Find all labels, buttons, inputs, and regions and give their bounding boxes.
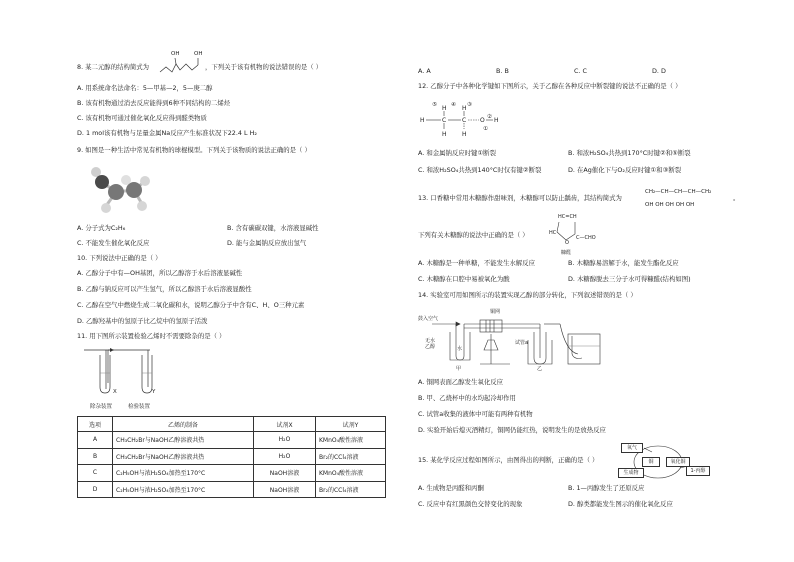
q12-option-b: B. 和浓H₂SO₄共热到170°C时键②和⑤断裂 bbox=[568, 149, 691, 157]
answer-d: D. D bbox=[652, 67, 666, 75]
q9-option-b: B. 含有碳碳双键，水溶液显碱性 bbox=[227, 224, 319, 232]
q15-option-c: C. 反应中有红黑颜色交替变化的现象 bbox=[418, 500, 523, 508]
q10-option-a: A. 乙醇分子中有—OH基团，所以乙醇溶于水后溶液显碱性 bbox=[77, 269, 243, 277]
table-row bbox=[78, 448, 386, 465]
cell-preparation: C₂H₅OH与浓H₂SO₄加热至170°C bbox=[113, 465, 254, 482]
q9-option-d: D. 能与金属钠反应放出氢气 bbox=[227, 239, 307, 247]
svg-text:H: H bbox=[462, 131, 467, 138]
q12-option-a: A. 和金属钠反应时键①断裂 bbox=[418, 149, 496, 157]
svg-text:H: H bbox=[462, 105, 467, 112]
svg-text:C: C bbox=[442, 117, 447, 124]
water-label: 水 bbox=[457, 346, 463, 352]
cell-reagent-x: NaOH溶液 bbox=[254, 481, 316, 498]
q12-stem: 12. 乙醇分子中各种化学键如下图所示，关于乙醇在各种反应中断裂键的说法不正确的是（ ） bbox=[418, 82, 682, 90]
bond-label-2: ② bbox=[487, 114, 492, 120]
product-box: 生成物 bbox=[618, 468, 644, 478]
svg-text:O: O bbox=[480, 117, 485, 124]
xylitol-chain: CH₂—CH—CH—CH—CH₂ bbox=[645, 189, 712, 195]
cell-preparation: C₂H₅OH与浓H₂SO₄加热至170°C bbox=[113, 481, 254, 498]
q10-option-c: C. 乙醇在空气中燃烧生成二氧化碳和水，说明乙醇分子中含有C、H、O三种元素 bbox=[77, 301, 305, 309]
purification-device-label: 除杂装置 bbox=[90, 404, 113, 410]
q11-stem: 11. 用下图所示装置检验乙烯时不需要除杂的是（ ） bbox=[77, 332, 226, 340]
svg-text:H: H bbox=[442, 131, 447, 138]
cell-reagent-y: Br₂的CCl₄溶液 bbox=[316, 448, 386, 465]
bond-label-5: ⑤ bbox=[432, 102, 437, 108]
q9-stem: 9. 如图是一种生活中常见有机物的球棍模型。下列关于该物质的说法正确的是（ ） bbox=[77, 146, 311, 154]
q13-option-d: D. 木糖醇脱去三分子水可得糠醛(结构如图) bbox=[568, 275, 691, 283]
bond-label-1: ① bbox=[483, 126, 488, 132]
furfural-ring-left: HC bbox=[549, 230, 557, 236]
q9-option-c: C. 不能发生催化氧化反应 bbox=[77, 239, 150, 247]
q15-stem: 15. 某化学反应过程如图所示，由图得出的判断，正确的是（ ） bbox=[418, 456, 599, 464]
q15-option-d: D. 醇类都能发生图示的催化氧化反应 bbox=[568, 500, 673, 508]
furfural-ring-right: C—CHO bbox=[576, 235, 596, 241]
oxygen-box: 氧气 bbox=[621, 443, 643, 453]
cell-option: D bbox=[78, 481, 113, 498]
table-row bbox=[78, 465, 386, 482]
q8-stem-end: ，下列关于该有机物的说法错误的是（ ） bbox=[205, 63, 323, 71]
copper-oxide-box: 氧化铜 bbox=[666, 457, 690, 467]
q13-stem: 13. 口香糖中常用木糖醇作甜味剂，木糖醇可以防止龋齿，其结构简式为 bbox=[418, 194, 622, 202]
q13-stem-end: 。 bbox=[733, 194, 740, 202]
answer-c: C. C bbox=[574, 67, 587, 75]
q14-option-a: A. 铜网表面乙醇发生氧化反应 bbox=[418, 378, 504, 386]
q14-option-c: C. 试管a收集的液体中可能有两种有机物 bbox=[418, 410, 533, 418]
propanol-box: 1-丙醇 bbox=[686, 466, 710, 476]
svg-text:H: H bbox=[442, 105, 447, 112]
bond-label-4: ④ bbox=[451, 102, 456, 108]
col-header-option: 选项 bbox=[78, 417, 113, 432]
col-header-reagent-x: 试剂X bbox=[254, 417, 316, 432]
q10-stem: 10. 下列说法中正确的是（ ） bbox=[77, 254, 162, 262]
q8-option-b: B. 该有机物通过消去反应能得到6种不同结构的二烯烃 bbox=[77, 99, 231, 107]
q8-option-a: A. 用系统命名法命名：5—甲基—2，5—庚二醇 bbox=[77, 84, 213, 92]
cell-reagent-y: KMnO₄酸性溶液 bbox=[316, 432, 386, 449]
furfural-ring-oxygen: O bbox=[565, 240, 569, 246]
q8-stem: 8. 某二元醇的结构简式为 bbox=[77, 63, 150, 71]
table-header-row bbox=[78, 417, 386, 432]
q14-apparatus bbox=[420, 312, 605, 370]
cell-reagent-y: Br₂的CCl₄溶液 bbox=[316, 481, 386, 498]
col-header-preparation: 乙烯的制备 bbox=[113, 417, 254, 432]
q8-option-d: D. 1 mol该有机物与足量金属Na反应产生标准状况下22.4 L H₂ bbox=[77, 129, 257, 137]
copper-mesh-label: 铜网 bbox=[490, 309, 501, 315]
q14-option-d: D. 实验开始后熄灭酒精灯，铜网仍能红热，说明发生的是放热反应 bbox=[418, 426, 606, 434]
beaker-yi-label: 乙 bbox=[537, 366, 543, 372]
q14-stem: 14. 实验室可用如图所示的装置实现乙醇的部分转化，下列叙述错误的是（ ） bbox=[418, 291, 637, 299]
beaker-jia-label: 甲 bbox=[456, 366, 462, 372]
xylitol-oh-groups: OH OH OH OH OH bbox=[645, 202, 695, 208]
answer-a: A. A bbox=[418, 67, 431, 75]
svg-text:C: C bbox=[462, 117, 467, 124]
copper-box: 铜 bbox=[642, 457, 660, 467]
cell-option: A bbox=[78, 432, 113, 449]
reagent-x-label: X bbox=[113, 389, 117, 395]
ethanol-bond-structure bbox=[420, 104, 500, 140]
cell-reagent-x: H₂O bbox=[254, 448, 316, 465]
furfural-name: 糠醛 bbox=[561, 250, 572, 256]
q10-option-d: D. 乙醇羟基中的氢原子比乙烷中的氢原子活泼 bbox=[77, 317, 208, 325]
q13-line2: 下列有关木糖醇的说法中正确的是（ ） bbox=[418, 231, 529, 239]
furfural-ring bbox=[553, 220, 583, 242]
bond-label-3: ③ bbox=[467, 102, 472, 108]
q15-option-b: B. 1—丙醇发生了还原反应 bbox=[568, 484, 645, 492]
anhydrous-ethanol-label: 无水乙醇 bbox=[425, 338, 436, 350]
cell-reagent-x: NaOH溶液 bbox=[254, 465, 316, 482]
furfural-ring-top: HC=CH bbox=[558, 214, 577, 220]
cell-reagent-y: KMnO₄酸性溶液 bbox=[316, 465, 386, 482]
table-row bbox=[78, 432, 386, 449]
q8-formula-oh-left: OH bbox=[171, 51, 180, 57]
q12-option-c: C. 和浓H₂SO₄共热到140°C时仅有键②断裂 bbox=[418, 166, 542, 174]
q13-option-b: B. 木糖醇易溶解于水，能发生酯化反应 bbox=[568, 259, 679, 267]
q8-formula-oh-right: OH bbox=[194, 51, 203, 57]
table-row bbox=[78, 481, 386, 498]
q8-option-c: C. 该有机物可通过催化氧化反应得到醛类物质 bbox=[77, 114, 207, 122]
test-tube-a-label: 试管a bbox=[515, 340, 529, 346]
cell-preparation: CH₃CH₂Br与NaOH乙醇溶液共热 bbox=[113, 448, 254, 465]
cell-preparation: CH₃CH₂Br与NaOH乙醇溶液共热 bbox=[113, 432, 254, 449]
air-label: 鼓入空气 bbox=[418, 316, 439, 322]
svg-text:H: H bbox=[494, 117, 499, 124]
q11-table bbox=[77, 416, 386, 498]
cell-option: C bbox=[78, 465, 113, 482]
q9-option-a: A. 分子式为C₂H₆ bbox=[77, 224, 126, 232]
answer-b: B. B bbox=[496, 67, 509, 75]
reagent-y-label: Y bbox=[152, 389, 156, 395]
q10-option-b: B. 乙醇与钠反应可以产生氢气，所以乙醇溶于水后溶液显酸性 bbox=[77, 285, 252, 293]
q13-option-a: A. 木糖醇是一种单糖，不能发生水解反应 bbox=[418, 259, 535, 267]
q14-option-b: B. 甲、乙烧杯中的水均起冷却作用 bbox=[418, 394, 516, 402]
q13-option-c: C. 木糖醇在口腔中易被氧化为酸 bbox=[418, 275, 510, 283]
cell-reagent-x: H₂O bbox=[254, 432, 316, 449]
col-header-reagent-y: 试剂Y bbox=[316, 417, 386, 432]
q15-option-a: A. 生成物是丙醛和丙酮 bbox=[418, 484, 484, 492]
cell-option: B bbox=[78, 448, 113, 465]
q12-option-d: D. 在Ag催化下与O₂反应时键①和③断裂 bbox=[568, 166, 682, 174]
svg-text:H: H bbox=[420, 117, 425, 124]
detection-device-label: 检验装置 bbox=[128, 404, 151, 410]
ball-and-stick-model bbox=[82, 160, 152, 218]
q8-skeletal-formula bbox=[158, 58, 208, 76]
